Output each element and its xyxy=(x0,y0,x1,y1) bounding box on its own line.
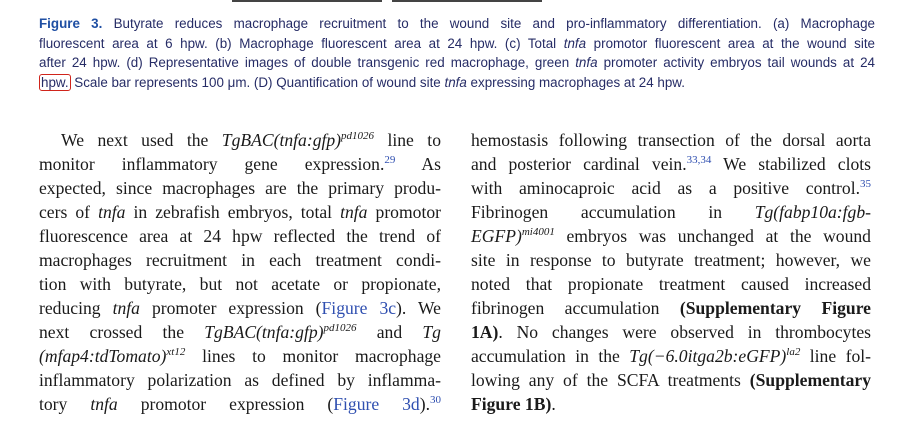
left-line-1: We next used the TgBAC(tnfa:gfp)$^{pd1026}$ line to xyxy=(61,130,441,150)
citation-29[interactable]: 29 xyxy=(384,154,396,167)
left-line-6: macrophages recruitment in each treatment condi- xyxy=(39,250,441,270)
citation-35[interactable]: 35 xyxy=(860,178,871,191)
right-text-column xyxy=(471,128,871,416)
caption-line-3: after 24 hpw. (d) Representative images of double transgenic red macrophage, green tnfa promoter activity embryos tail wounds at 24 xyxy=(39,55,875,70)
caption-line-4: hpw. Scale bar represents 100 μm. (D) Quantification of wound site tnfa expressing macrophages at 24 hpw. xyxy=(41,74,685,90)
right-line-9: 1A). No changes were observed in thrombocytes xyxy=(471,322,871,342)
citation-30[interactable]: 30 xyxy=(430,394,441,407)
figure-caption xyxy=(39,14,875,92)
right-line-11: lowing any of the SCFA treatments (Supplementary xyxy=(471,370,871,390)
left-line-4: cers of tnfa in zebrafish embryos, total tnfa promotor xyxy=(39,202,441,222)
right-line-12: Figure 1B). xyxy=(471,394,556,414)
right-line-7: noted that propionate treatment caused increased xyxy=(471,274,871,294)
right-line-4: Fibrinogen accumulation in Tg(fabp10a:fgb- xyxy=(471,202,871,222)
left-text-column xyxy=(39,128,441,416)
left-line-9: next crossed the TgBAC(tnfa:gfp)$^{pd1026}$ and Tg xyxy=(39,322,441,342)
figure-3d-link[interactable]: Figure 3d xyxy=(333,394,420,414)
caption-line-1: Figure 3. Butyrate reduces macrophage recruitment to the wound site and pro-inflammatory differentiation. (a) Macrophage xyxy=(39,16,875,31)
right-line-2: and posterior cardinal vein.$^{33,34}$ We stabilized clots xyxy=(471,154,871,174)
right-line-1: hemostasis following transection of the dorsal aorta xyxy=(471,130,871,150)
left-line-10: (mfap4:tdTomato)$^{xt12}$ lines to monitor macrophage xyxy=(39,346,441,366)
right-line-3: with aminocaproic acid as a positive control.$^{35}$ xyxy=(471,178,871,198)
right-line-10: accumulation in the Tg(−6.0itga2b:eGFP)$^{la2}$ line fol- xyxy=(471,346,871,366)
left-line-2: monitor inflammatory gene expression.$^{29}$ As xyxy=(39,154,441,174)
citation-33-34[interactable]: 33,34 xyxy=(686,154,712,167)
caption-line-2: fluorescent area at 6 hpw. (b) Macrophage fluorescent area at 24 hpw. (c) Total tnfa promotor fluorescent area at the wound site xyxy=(39,35,875,51)
left-line-11: inflammatory polarization as defined by inflamma- xyxy=(39,370,441,390)
figure-label: Figure 3. xyxy=(39,16,103,31)
supplementary-figure-1b-link[interactable]: (Supplementary xyxy=(749,370,871,390)
figure-3c-link[interactable]: Figure 3c xyxy=(321,298,397,318)
left-line-8: reducing tnfa promoter expression (Figure 3c). We xyxy=(39,298,441,318)
figure-top-rule-left xyxy=(232,0,382,2)
left-line-7: tion with butyrate, but not acetate or propionate, xyxy=(39,274,441,294)
right-line-5: EGFP)$^{mi4001}$ embryos was unchanged at the wound xyxy=(471,226,871,246)
highlighted-text-hpw[interactable]: hpw. xyxy=(41,74,69,90)
left-line-3: expected, since macrophages are the primary produ- xyxy=(39,178,441,198)
figure-top-rule-right xyxy=(392,0,542,2)
left-line-5: fluorescence area at 24 hpw reflected the trend of xyxy=(39,226,441,246)
left-line-12: tory tnfa promotor expression (Figure 3d).$^{30}$ xyxy=(39,394,441,414)
right-line-6: site in response to butyrate treatment; however, we xyxy=(471,250,871,270)
supplementary-figure-1a-link[interactable]: (Supplementary Figure xyxy=(679,298,871,318)
right-line-8: fibrinogen accumulation (Supplementary Figure xyxy=(471,298,871,318)
